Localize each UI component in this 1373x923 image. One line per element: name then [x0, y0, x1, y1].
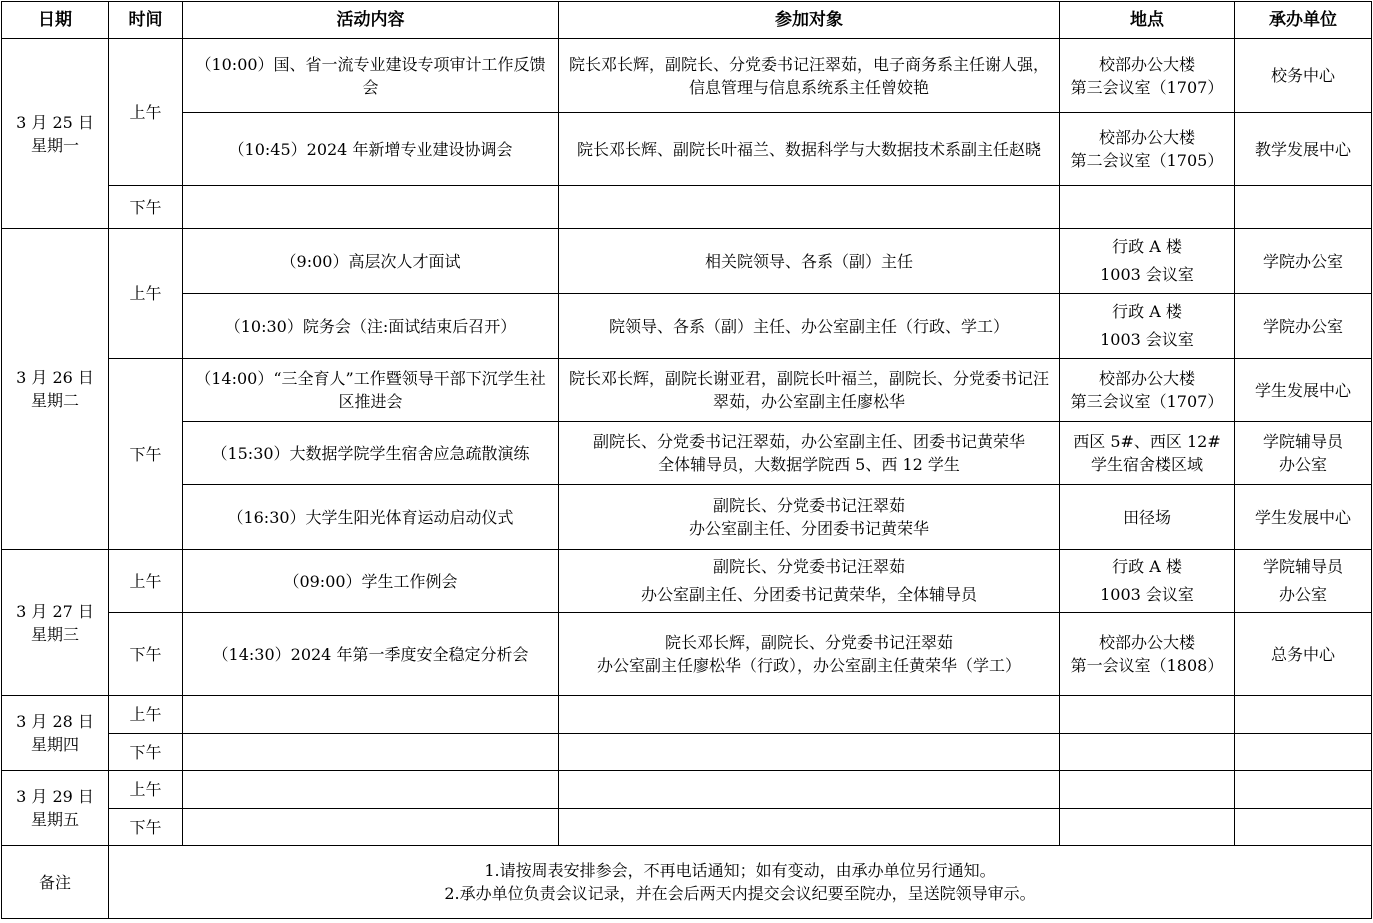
time-am: 上午 [109, 696, 183, 734]
organizer-cell: 校务中心 [1235, 39, 1372, 113]
participants-line: 副院长、分党委书记汪翠茹 [712, 557, 905, 576]
empty-cell [183, 696, 559, 734]
location-line: 第二会议室（1705） [1070, 151, 1224, 170]
empty-cell [1235, 186, 1372, 229]
organizer-cell [1235, 422, 1372, 485]
participants-line: 院长邓长辉，副院长、分党委书记汪翠茹 [664, 633, 953, 652]
table-row [2, 229, 1372, 294]
time-pm: 下午 [109, 186, 183, 229]
activity-cell: （14:00）“三全育人”工作暨领导干部下沉学生社区推进会 [183, 359, 559, 422]
header-time: 时间 [109, 2, 183, 39]
time-am: 上午 [109, 229, 183, 359]
date-label: 3 月 27 日 [16, 601, 94, 621]
location-cell [1060, 359, 1235, 422]
location-line: 第三会议室（1707） [1070, 77, 1224, 97]
location-cell [1060, 113, 1235, 186]
table-row [2, 359, 1372, 422]
empty-cell [1060, 734, 1235, 771]
participants-cell [559, 613, 1060, 696]
empty-cell [1060, 809, 1235, 846]
header-location: 地点 [1060, 2, 1235, 39]
empty-cell [559, 771, 1060, 809]
time-pm: 下午 [109, 613, 183, 696]
empty-cell [559, 186, 1060, 229]
participants-cell: 院长邓长辉，副院长、分党委书记汪翠茹，电子商务系主任谢人强，信息管理与信息系统系主任曾姣艳 [559, 39, 1060, 113]
organizer-line: 办公室 [1278, 585, 1327, 604]
organizer-cell: 学生发展中心 [1235, 359, 1372, 422]
notes-line: 1.请按周表安排参会，不再电话通知；如有变动，由承办单位另行通知。 [484, 861, 996, 880]
participants-line: 办公室副主任、分团委书记黄荣华 [688, 519, 929, 538]
activity-cell: （10:30）院务会（注:面试结束后召开） [183, 294, 559, 359]
activity-cell: （09:00）学生工作例会 [183, 550, 559, 613]
location-cell [1060, 422, 1235, 485]
header-row [2, 2, 1372, 39]
empty-cell [1235, 734, 1372, 771]
time-am: 上午 [109, 550, 183, 613]
location-line: 第三会议室（1707） [1070, 392, 1224, 411]
date-cell [2, 39, 109, 229]
table-row [2, 613, 1372, 696]
empty-cell [1060, 771, 1235, 809]
location-line: 1003 会议室 [1100, 585, 1194, 604]
activity-cell: （9:00）高层次人才面试 [183, 229, 559, 294]
notes-row [2, 846, 1372, 919]
participants-cell: 院长邓长辉、副院长叶福兰、数据科学与大数据技术系副主任赵晓 [559, 113, 1060, 186]
date-cell [2, 771, 109, 846]
organizer-cell: 学院办公室 [1235, 294, 1372, 359]
participants-line: 副院长、分党委书记汪翠茹，办公室副主任、团委书记黄荣华 [592, 432, 1025, 451]
organizer-cell: 学院办公室 [1235, 229, 1372, 294]
empty-cell [1235, 696, 1372, 734]
notes-line: 2.承办单位负责会议记录，并在会后两天内提交会议纪要至院办，呈送院领导审示。 [444, 884, 1036, 903]
empty-cell [183, 809, 559, 846]
location-line: 校部办公大楼 [1098, 369, 1195, 388]
empty-cell [1060, 186, 1235, 229]
date-label: 3 月 25 日 [16, 112, 94, 132]
table-row [2, 186, 1372, 229]
weekday-label: 星期三 [30, 624, 79, 644]
location-line: 行政 A 楼 [1112, 557, 1182, 576]
participants-cell [559, 485, 1060, 550]
empty-cell [559, 696, 1060, 734]
activity-cell: （10:45）2024 年新增专业建设协调会 [183, 113, 559, 186]
time-am: 上午 [109, 39, 183, 186]
organizer-line: 学院辅导员 [1262, 557, 1343, 576]
notes-label: 备注 [2, 846, 109, 919]
location-line: 校部办公大楼 [1098, 633, 1195, 652]
weekday-label: 星期五 [30, 810, 79, 829]
table-row [2, 734, 1372, 771]
header-activity: 活动内容 [183, 2, 559, 39]
participants-cell: 相关院领导、各系（副）主任 [559, 229, 1060, 294]
weekly-schedule-table [1, 1, 1372, 919]
organizer-cell: 总务中心 [1235, 613, 1372, 696]
empty-cell [1235, 809, 1372, 846]
participants-cell [559, 422, 1060, 485]
table-row [2, 696, 1372, 734]
participants-line: 副院长、分党委书记汪翠茹 [712, 496, 905, 515]
location-cell [1060, 39, 1235, 113]
location-line: 校部办公大楼 [1098, 128, 1195, 147]
table-row [2, 113, 1372, 186]
participants-cell: 院长邓长辉，副院长谢亚君，副院长叶福兰，副院长、分党委书记汪翠茹，办公室副主任廖松华 [559, 359, 1060, 422]
location-line: 学生宿舍楼区域 [1090, 455, 1203, 474]
organizer-cell: 学生发展中心 [1235, 485, 1372, 550]
empty-cell [559, 809, 1060, 846]
organizer-line: 学院辅导员 [1262, 432, 1343, 451]
date-label: 3 月 29 日 [16, 787, 94, 806]
location-line: 1003 会议室 [1100, 265, 1194, 284]
participants-line: 办公室副主任廖松华（行政），办公室副主任黄荣华（学工） [596, 656, 1021, 675]
empty-cell [183, 771, 559, 809]
activity-cell: （16:30）大学生阳光体育运动启动仪式 [183, 485, 559, 550]
location-cell: 田径场 [1060, 485, 1235, 550]
location-line: 行政 A 楼 [1112, 302, 1182, 321]
table-row [2, 422, 1372, 485]
date-cell [2, 229, 109, 550]
table-row [2, 294, 1372, 359]
empty-cell [1060, 696, 1235, 734]
location-line: 行政 A 楼 [1112, 237, 1182, 256]
empty-cell [1235, 771, 1372, 809]
table-row [2, 809, 1372, 846]
location-cell [1060, 294, 1235, 359]
header-date: 日期 [2, 2, 109, 39]
date-label: 3 月 26 日 [16, 368, 94, 387]
activity-cell: （14:30）2024 年第一季度安全稳定分析会 [183, 613, 559, 696]
weekday-label: 星期一 [30, 135, 79, 155]
empty-cell [559, 734, 1060, 771]
weekday-label: 星期二 [30, 391, 79, 410]
participants-cell [559, 550, 1060, 613]
location-cell [1060, 229, 1235, 294]
organizer-line: 办公室 [1278, 455, 1327, 474]
location-cell [1060, 550, 1235, 613]
participants-cell: 院领导、各系（副）主任、办公室副主任（行政、学工） [559, 294, 1060, 359]
time-pm: 下午 [109, 359, 183, 550]
participants-line: 全体辅导员，大数据学院西 5、西 12 学生 [658, 455, 960, 474]
participants-line: 办公室副主任、分团委书记黄荣华，全体辅导员 [640, 585, 977, 604]
time-am: 上午 [109, 771, 183, 809]
header-organizer: 承办单位 [1235, 2, 1372, 39]
time-pm: 下午 [109, 734, 183, 771]
empty-cell [183, 734, 559, 771]
table-row [2, 39, 1372, 113]
header-participants: 参加对象 [559, 2, 1060, 39]
activity-cell: （10:00）国、省一流专业建设专项审计工作反馈会 [183, 39, 559, 113]
date-cell [2, 696, 109, 771]
location-line: 西区 5#、西区 12# [1073, 432, 1221, 451]
notes-content [109, 846, 1372, 919]
location-cell [1060, 613, 1235, 696]
table-row [2, 771, 1372, 809]
location-line: 1003 会议室 [1100, 330, 1194, 349]
activity-cell: （15:30）大数据学院学生宿舍应急疏散演练 [183, 422, 559, 485]
table-row [2, 550, 1372, 613]
location-line: 第一会议室（1808） [1070, 656, 1224, 675]
organizer-cell [1235, 550, 1372, 613]
time-pm: 下午 [109, 809, 183, 846]
location-line: 校部办公大楼 [1098, 54, 1195, 74]
date-label: 3 月 28 日 [16, 712, 94, 731]
empty-cell [183, 186, 559, 229]
date-cell [2, 550, 109, 696]
organizer-cell: 教学发展中心 [1235, 113, 1372, 186]
table-row [2, 485, 1372, 550]
weekday-label: 星期四 [30, 735, 79, 754]
